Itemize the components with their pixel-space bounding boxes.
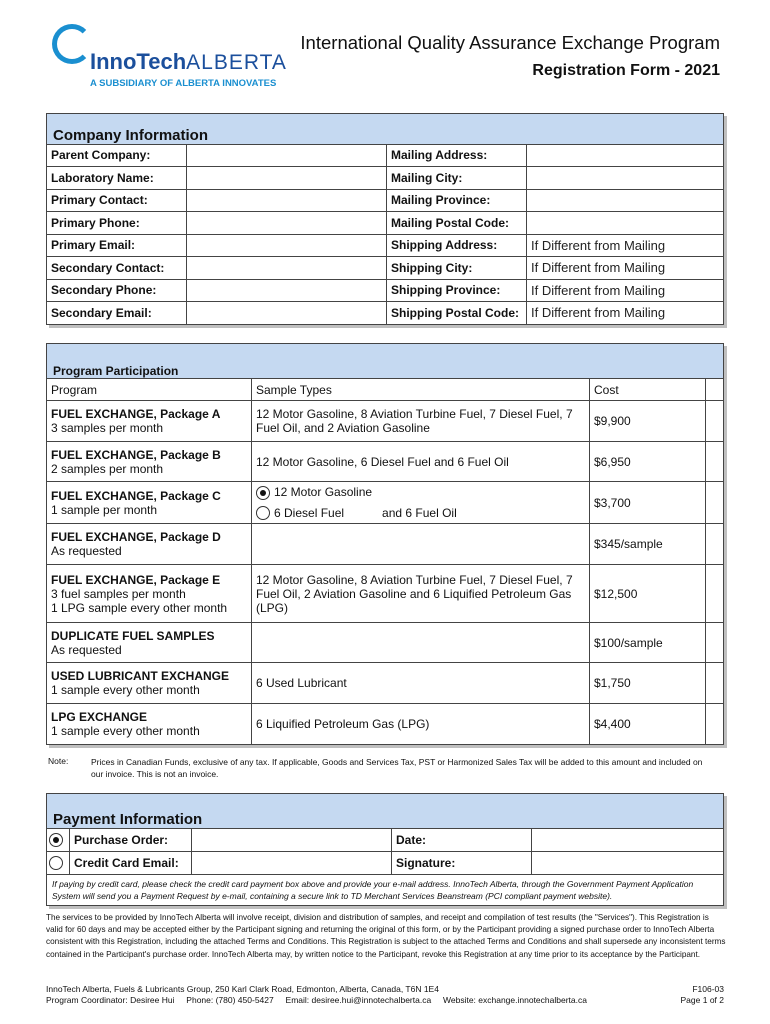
payment-heading: Payment Information bbox=[47, 794, 724, 829]
package-desc-2: 1 LPG sample every other month bbox=[51, 600, 228, 615]
package-e-select-field[interactable] bbox=[706, 565, 724, 623]
laboratory-name-field[interactable] bbox=[187, 167, 387, 190]
package-samples: 12 Motor Gasoline, 6 Diesel Fuel and 6 Fuel Oil bbox=[252, 442, 590, 482]
package-row bbox=[47, 704, 724, 745]
secondary-email-label: Secondary Email: bbox=[47, 302, 187, 325]
shipping-address-label: Shipping Address: bbox=[387, 234, 527, 257]
package-name: FUEL EXCHANGE, Package C bbox=[51, 488, 221, 503]
company-row bbox=[47, 234, 724, 257]
credit-card-field[interactable] bbox=[192, 852, 392, 875]
package-cost: $345/sample bbox=[590, 524, 706, 565]
secondary-phone-field[interactable] bbox=[187, 279, 387, 302]
package-row bbox=[47, 623, 724, 663]
shipping-city-field[interactable]: If Different from Mailing bbox=[527, 257, 724, 280]
package-cost: $100/sample bbox=[590, 623, 706, 663]
package-name: FUEL EXCHANGE, Package A bbox=[51, 407, 221, 421]
note-text: Prices in Canadian Funds, exclusive of any tax. If applicable, Goods and Services Tax, PST or Harmonized Sales Tax will be added to this amount and included on our invoice. This is not an invoice. bbox=[91, 757, 703, 779]
purchase-order-field[interactable] bbox=[192, 829, 392, 852]
lubricant-select-field[interactable] bbox=[706, 663, 724, 704]
parent-company-field[interactable] bbox=[187, 144, 387, 167]
package-desc: As requested bbox=[51, 544, 122, 558]
logo: InnoTechALBERTA bbox=[90, 49, 287, 74]
cost-column-header: Cost bbox=[590, 379, 706, 401]
parent-company-label: Parent Company: bbox=[47, 144, 187, 167]
lpg-select-field[interactable] bbox=[706, 704, 724, 745]
primary-email-label: Primary Email: bbox=[47, 234, 187, 257]
signature-field[interactable] bbox=[532, 852, 724, 875]
program-heading: Program Participation bbox=[47, 344, 724, 379]
company-row bbox=[47, 189, 724, 212]
package-desc: 3 samples per month bbox=[51, 421, 164, 435]
logo-subtitle: A SUBSIDIARY OF ALBERTA INNOVATES bbox=[90, 78, 277, 89]
primary-contact-field[interactable] bbox=[187, 189, 387, 212]
package-desc: 1 sample every other month bbox=[51, 724, 200, 738]
program-column-header: Program bbox=[47, 379, 252, 401]
logo-region: ALBERTA bbox=[186, 51, 287, 74]
package-desc: As requested bbox=[51, 642, 122, 657]
package-desc: 2 samples per month bbox=[51, 461, 164, 476]
package-cost: $12,500 bbox=[590, 565, 706, 623]
secondary-contact-label: Secondary Contact: bbox=[47, 257, 187, 280]
company-heading: Company Information bbox=[47, 114, 724, 145]
primary-phone-label: Primary Phone: bbox=[47, 212, 187, 235]
package-name: DUPLICATE FUEL SAMPLES bbox=[51, 628, 215, 643]
select-column-header bbox=[706, 379, 724, 401]
radio-motor-gasoline-icon[interactable] bbox=[256, 486, 270, 500]
package-samples: 12 Motor Gasoline, 8 Aviation Turbine Fuel, 7 Diesel Fuel, 7 Fuel Oil, and 2 Aviation Gasoline bbox=[252, 401, 590, 442]
purchase-order-label: Purchase Order: bbox=[70, 829, 192, 852]
package-desc: 3 fuel samples per month bbox=[51, 586, 186, 601]
page-number: Page 1 of 2 bbox=[680, 995, 724, 1005]
terms-text: The services to be provided by InnoTech Alberta will involve receipt, division and distribution of samples, and receipt and compilation of test results (the "Services"). This Registration is valid for 60 days and may be accepted either by the Participant signing and returning the original of this form, or by the Participant providing a signed purchase order to InnoTech Alberta consistent with this Registration, including the attached Terms and Conditions. This Registration is subject to the attached Terms and Conditions and shall supersede any inconsistent terms contained in the Participant's purchase order. InnoTech Alberta may, by written notice to the Participant, revoke this Registration at any time prior to its acceptance by the Participant. bbox=[46, 913, 726, 959]
shipping-city-label: Shipping City: bbox=[387, 257, 527, 280]
payment-note: If paying by credit card, please check the credit card payment box above and provide your e-mail address. InnoTech Alberta, through the Government Payment Application System will send you a Payment Request by e-mail, containing a secure link to TD Merchant Services Beanstream (PCI compliant payment website). bbox=[47, 875, 724, 906]
shipping-postal-code-field[interactable]: If Different from Mailing bbox=[527, 302, 724, 325]
package-samples bbox=[252, 524, 590, 565]
secondary-phone-label: Secondary Phone: bbox=[47, 279, 187, 302]
samples-column-header: Sample Types bbox=[252, 379, 590, 401]
company-row bbox=[47, 257, 724, 280]
option-motor-gasoline: 12 Motor Gasoline bbox=[274, 484, 373, 499]
company-row bbox=[47, 144, 724, 167]
package-row bbox=[47, 401, 724, 442]
footer-address: InnoTech Alberta, Fuels & Lubricants Group, 250 Karl Clark Road, Edmonton, Alberta, Canada, T6N 1E4 bbox=[46, 984, 439, 994]
package-cost: $1,750 bbox=[590, 663, 706, 704]
package-desc: 1 sample every other month bbox=[51, 683, 200, 697]
option-diesel-fuel: 6 Diesel Fuel bbox=[274, 505, 345, 520]
shipping-province-label: Shipping Province: bbox=[387, 279, 527, 302]
purchase-order-radio-icon[interactable] bbox=[49, 833, 63, 847]
company-row bbox=[47, 167, 724, 190]
shipping-address-field[interactable]: If Different from Mailing bbox=[527, 234, 724, 257]
mailing-postal-code-label: Mailing Postal Code: bbox=[387, 212, 527, 235]
mailing-province-label: Mailing Province: bbox=[387, 189, 527, 212]
company-table bbox=[46, 113, 724, 325]
company-row bbox=[47, 212, 724, 235]
mailing-postal-code-field[interactable] bbox=[527, 212, 724, 235]
radio-diesel-fuel-icon[interactable] bbox=[256, 506, 270, 520]
package-cost: $4,400 bbox=[590, 704, 706, 745]
package-desc: 1 sample per month bbox=[51, 502, 158, 517]
program-title: International Quality Assurance Exchange Program bbox=[300, 32, 720, 53]
company-row bbox=[47, 279, 724, 302]
package-name: LPG EXCHANGE bbox=[51, 710, 148, 724]
package-c-select-field[interactable] bbox=[706, 482, 724, 524]
footer-right bbox=[681, 984, 724, 1006]
package-a-select-field[interactable] bbox=[706, 401, 724, 442]
package-d-select-field[interactable] bbox=[706, 524, 724, 565]
package-row bbox=[47, 663, 724, 704]
laboratory-name-label: Laboratory Name: bbox=[47, 167, 187, 190]
package-cost: $9,900 bbox=[590, 401, 706, 442]
secondary-email-field[interactable] bbox=[187, 302, 387, 325]
mailing-city-label: Mailing City: bbox=[387, 167, 527, 190]
primary-contact-label: Primary Contact: bbox=[47, 189, 187, 212]
footer-left bbox=[46, 984, 587, 1006]
secondary-contact-field[interactable] bbox=[187, 257, 387, 280]
package-name: FUEL EXCHANGE, Package B bbox=[51, 447, 221, 462]
package-samples: 12 Motor Gasoline, 8 Aviation Turbine Fuel, 7 Diesel Fuel, 7 Fuel Oil, 2 Aviation Gasoline and 6 Liquified Petroleum Gas (LPG) bbox=[252, 565, 590, 623]
mailing-province-field[interactable] bbox=[527, 189, 724, 212]
signature-label: Signature: bbox=[392, 852, 532, 875]
form-number: F106-03 bbox=[692, 984, 724, 994]
mailing-address-label: Mailing Address: bbox=[387, 144, 527, 167]
shipping-province-field[interactable]: If Different from Mailing bbox=[527, 279, 724, 302]
primary-phone-field[interactable] bbox=[187, 212, 387, 235]
mailing-address-field[interactable] bbox=[527, 144, 724, 167]
package-samples: 6 Used Lubricant bbox=[252, 663, 590, 704]
logo-mark bbox=[52, 24, 92, 64]
package-b-select-field[interactable] bbox=[706, 442, 724, 482]
package-row bbox=[47, 565, 724, 623]
package-name: USED LUBRICANT EXCHANGE bbox=[51, 669, 230, 683]
credit-card-label: Credit Card Email: bbox=[70, 852, 192, 875]
package-row bbox=[47, 524, 724, 565]
duplicate-select-field[interactable] bbox=[706, 623, 724, 663]
shipping-postal-code-label: Shipping Postal Code: bbox=[387, 302, 527, 325]
package-name: FUEL EXCHANGE, Package D bbox=[51, 530, 221, 544]
package-samples bbox=[252, 623, 590, 663]
package-cost: $6,950 bbox=[590, 442, 706, 482]
credit-card-radio-icon[interactable] bbox=[49, 856, 63, 870]
program-table bbox=[46, 343, 724, 745]
footer-coordinator: Program Coordinator: Desiree Hui Phone: (780) 450-5427 Email: desiree.hui@innotechalberta.ca Website: exchange.innotechalberta.ca bbox=[46, 995, 587, 1005]
date-field[interactable] bbox=[532, 829, 724, 852]
package-samples: 6 Liquified Petroleum Gas (LPG) bbox=[252, 704, 590, 745]
date-label: Date: bbox=[392, 829, 532, 852]
package-name: FUEL EXCHANGE, Package E bbox=[51, 572, 221, 587]
note-label: Note: bbox=[48, 756, 69, 766]
form-title: Registration Form - 2021 bbox=[532, 62, 720, 79]
mailing-city-field[interactable] bbox=[527, 167, 724, 190]
company-row bbox=[47, 302, 724, 325]
payment-table bbox=[46, 793, 724, 906]
package-row bbox=[47, 482, 724, 524]
package-cost: $3,700 bbox=[590, 482, 706, 524]
option-fuel-oil: and 6 Fuel Oil bbox=[382, 505, 457, 520]
primary-email-field[interactable] bbox=[187, 234, 387, 257]
package-row bbox=[47, 442, 724, 482]
